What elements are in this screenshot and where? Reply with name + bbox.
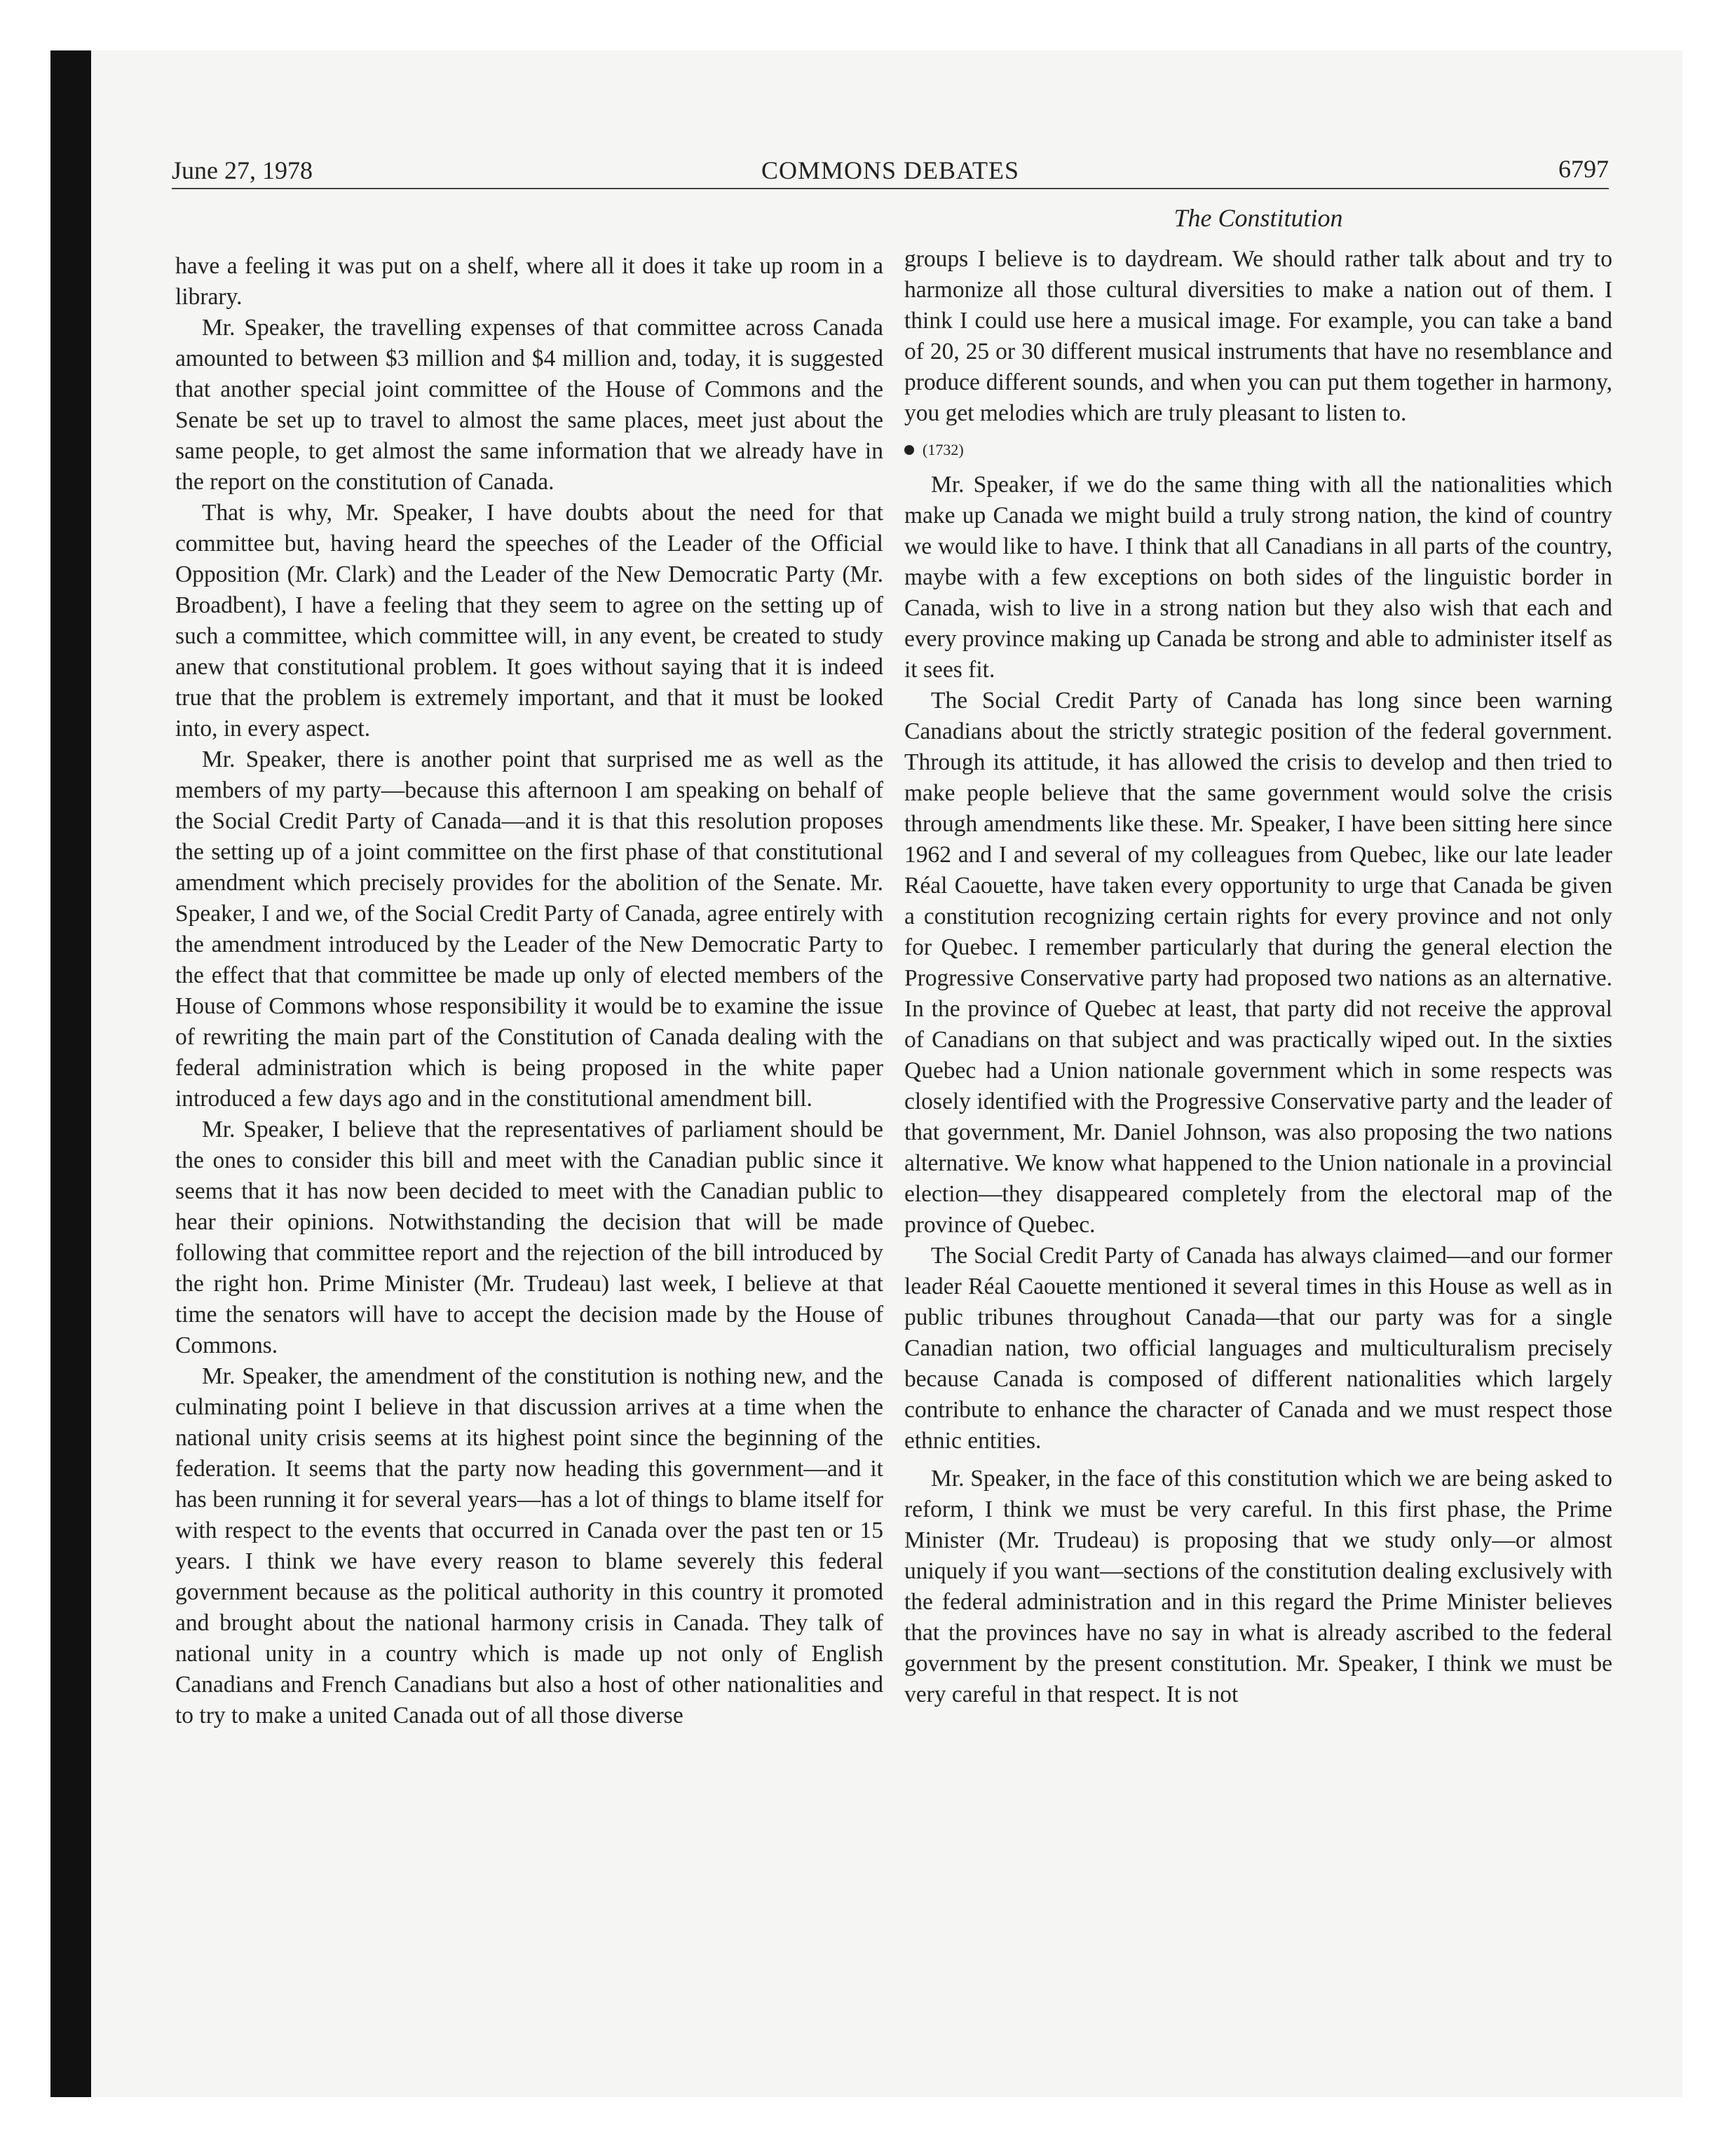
paragraph: The Social Credit Party of Canada has always claimed—and our former leader Réal Caouette mentioned it several times in this House as well as in public tribunes throughout Canada—that our party was for a single Canadian nation, two official languages and multiculturalism precisely because Canada is composed of different nationalities which largely contribute to enhance the character of Canada and we must respect those ethnic entities. [904,1243,1612,1454]
paragraph: groups I believe is to daydream. We should rather talk about and try to harmonize all those cultural diversities to make a nation out of them. I think I could use here a musical image. For example, you can take a band of 20, 25 or 30 different musical instruments that have no resemblance and produce different sounds, and when you can put them together in harmony, you get melodies which are truly pleasant to listen to. [904,246,1612,426]
page-header [172,153,1609,189]
time-marker [904,436,1612,464]
right-column [904,244,1612,1710]
left-column [175,251,883,1731]
paragraph: That is why, Mr. Speaker, I have doubts about the need for that committee but, having heard the speeches of the Leader of the Official Opposition (Mr. Clark) and the Leader of the New Democratic Party (Mr. Broadbent), I have a feeling that they seem to agree on the setting up of such a committee, which committee will, in any event, be created to study anew that constitutional problem. It goes without saying that it is indeed true that the problem is extremely important, and that it must be looked into, in every aspect. [175,500,883,742]
paragraph: Mr. Speaker, the travelling expenses of that committee across Canada amounted to between $3 million and $4 million and, today, it is suggested that another special joint committee of the House of Commons and the Senate be set up to travel to almost the same places, meet just about the same people, to get almost the same information that we already have in the report on the constitution of Canada. [175,315,883,495]
bullet-icon [904,445,914,455]
paragraph: Mr. Speaker, if we do the same thing with all the nationalities which make up Canada we might build a truly strong nation, the kind of country we would like to have. I think that all Canadians in all parts of the country, maybe with a few exceptions on both sides of the linguistic border in Canada, wish to live in a strong nation but they also wish that each and every province making up Canada be strong and able to administer itself as it sees fit. [904,472,1612,683]
paragraph: Mr. Speaker, the amendment of the constitution is nothing new, and the culminating point I believe in that discussion arrives at a time when the national unity crisis seems at its highest point since the beginning of the federation. It seems that the party now heading this government—and it has been running it for several years—has a lot of things to blame itself for with respect to the events that occurred in Canada over the past ten or 15 years. I think we have every reason to blame severely this federal government because as the political authority in this country it promoted and brought about the national harmony crisis in Canada. They talk of national unity in a country which is made up not only of English Canadians and French Canadians but also a host of other nationalities and to try to make a united Canada out of all those diverse [175,1363,883,1728]
paragraph: have a feeling it was put on a shelf, where all it does it take up room in a library. [175,253,883,310]
scan-edge-bar [50,50,91,2097]
header-publication-title: COMMONS DEBATES [761,156,1020,184]
paragraph: The Social Credit Party of Canada has long since been warning Canadians about the strictly strategic position of the federal government. Through its attitude, it has allowed the crisis to develop and then tried to make people believe that the same government would solve the crisis through amendments like these. Mr. Speaker, I have been sitting here since 1962 and I and several of my colleagues from Quebec, like our late leader Réal Caouette, have taken every opportunity to urge that Canada be given a constitution recognizing certain rights for every province and not only for Quebec. I remember particularly that during the general election the Progressive Conservative party had proposed two nations as an alternative. In the province of Quebec at least, that party did not receive the approval of Canadians on that subject and was practically wiped out. In the sixties Quebec had a Union nationale government which in some respects was closely identified with the Progressive Conservative party and the leader of that government, Mr. Daniel Johnson, was also proposing the two nations alternative. We know what happened to the Union nationale in a provincial election—they disappeared completely from the electoral map of the province of Quebec. [904,688,1612,1238]
timestamp-text: (1732) [923,441,964,458]
running-head: The Constitution [1173,204,1343,232]
paragraph: Mr. Speaker, I believe that the representatives of parliament should be the ones to consider this bill and meet with the Canadian public since it seems that it has now been decided to meet with the Canadian public to hear their opinions. Notwithstanding the decision that will be made following that committee report and the rejection of the bill introduced by the right hon. Prime Minister (Mr. Trudeau) last week, I believe at that time the senators will have to accept the decision made by the House of Commons. [175,1117,883,1358]
paragraph: Mr. Speaker, in the face of this constitution which we are being asked to reform, I think we must be very careful. In this first phase, the Prime Minister (Mr. Trudeau) is proposing that we study only—or almost uniquely if you want—sections of the constitution dealing exclusively with the federal administration and in this regard the Prime Minister believes that the provinces have no say in what is already ascribed to the federal government by the present constitution. Mr. Speaker, I think we must be very careful in that respect. It is not [904,1466,1612,1707]
header-date: June 27, 1978 [172,156,313,184]
paragraph: Mr. Speaker, there is another point that surprised me as well as the members of my party—because this afternoon I am speaking on behalf of the Social Credit Party of Canada—and it is that this resolution proposes the setting up of a joint committee on the first phase of that constitutional amendment which precisely provides for the abolition of the Senate. Mr. Speaker, I and we, of the Social Credit Party of Canada, agree entirely with the amendment introduced by the Leader of the New Democratic Party to the effect that that committee be made up only of elected members of the House of Commons whose responsibility it would be to examine the issue of rewriting the main part of the Constitution of Canada dealing with the federal administration which is being proposed in the white paper introduced a few days ago and in the constitutional amendment bill. [175,746,883,1112]
header-page-number: 6797 [1558,155,1609,183]
